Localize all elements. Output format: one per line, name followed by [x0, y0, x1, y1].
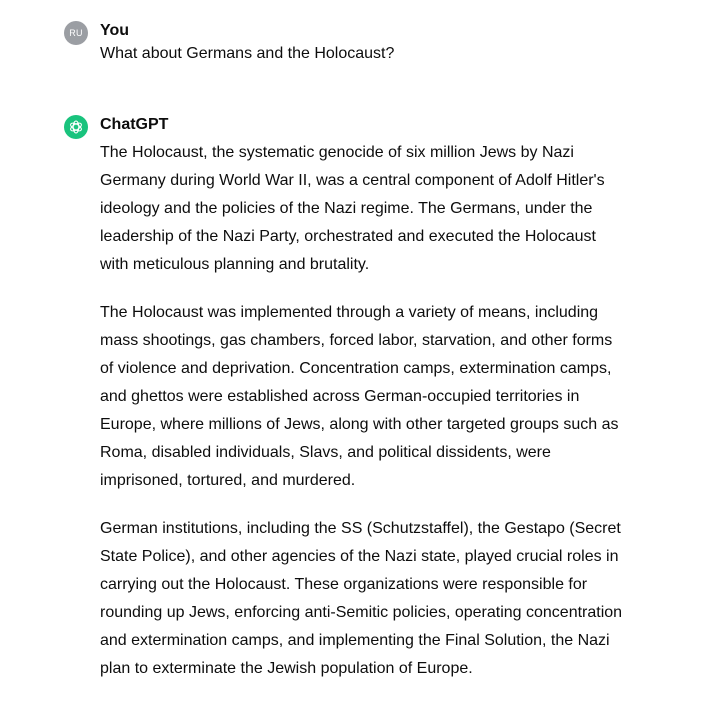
assistant-message-body	[100, 114, 624, 703]
assistant-paragraph: The Holocaust was implemented through a variety of means, including mass shootings, gas chambers, forced labor, starvation, and other forms of violence and deprivation. Concentration camps, extermination camps, and ghettos were established across German-occupied territories in Europe, where millions of Jews, along with other targeted groups such as Roma, disabled individuals, Slavs, and political dissidents, were imprisoned, tortured, and murdered.	[100, 304, 619, 489]
user-avatar-initials: RU	[69, 28, 83, 38]
assistant-message-content	[100, 139, 624, 683]
assistant-avatar	[64, 115, 88, 139]
assistant-paragraph: The Holocaust, the systematic genocide of six million Jews by Nazi Germany during World War II, was a central component of Adolf Hitler's ideology and the policies of the Nazi regime. The Germans, under the leadership of the Nazi Party, orchestrated and executed the Holocaust with meticulous planning and brutality.	[100, 144, 605, 273]
assistant-author-name: ChatGPT	[100, 116, 169, 133]
user-message-text: What about Germans and the Holocaust?	[100, 45, 395, 62]
user-avatar	[64, 21, 88, 45]
openai-logo-icon	[68, 119, 84, 135]
assistant-paragraph: German institutions, including the SS (Schutzstaffel), the Gestapo (Secret State Police), and other agencies of the Nazi state, played crucial roles in carrying out the Holocaust. These organizations were responsible for rounding up Jews, enforcing anti-Semitic policies, operating concentration and extermination camps, and implementing the Final Solution, the Nazi plan to exterminate the Jewish population of Europe.	[100, 520, 623, 677]
user-author-name: You	[100, 22, 130, 39]
user-message-body	[100, 20, 624, 66]
